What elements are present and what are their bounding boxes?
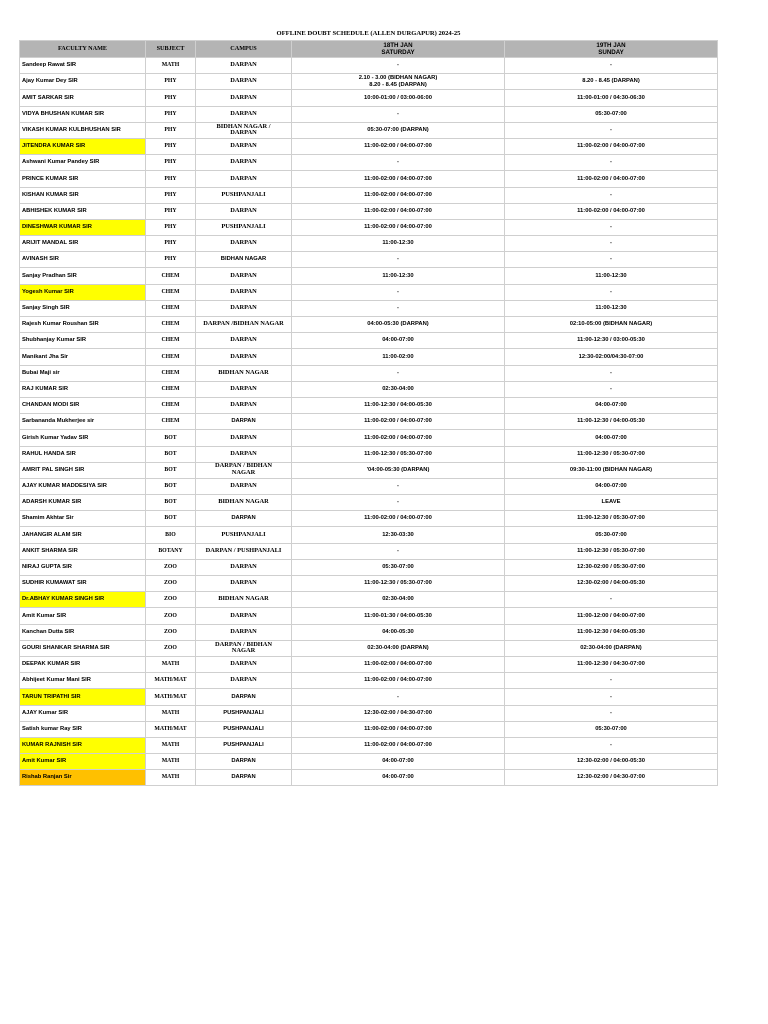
subject-cell: CHEM — [146, 397, 196, 413]
saturday-slot-cell: 11:00-12:30 — [292, 236, 505, 252]
campus-cell: DARPAN — [196, 446, 292, 462]
faculty-name-cell: AVINASH SIR — [20, 252, 146, 268]
saturday-slot-cell: 10:00-01:00 / 03:00-06:00 — [292, 90, 505, 106]
faculty-name-cell: Rishab Ranjan Sir — [20, 770, 146, 786]
campus-cell: DARPAN — [196, 608, 292, 624]
saturday-slot-cell: 11:00-02:00 — [292, 349, 505, 365]
sunday-slot-cell: 11:00-12:00 / 04:00-07:00 — [505, 608, 718, 624]
sunday-slot-cell: 11:00-12:30 / 04:00-05:30 — [505, 414, 718, 430]
saturday-slot-cell: 04:00-07:00 — [292, 754, 505, 770]
faculty-name-cell: AMIT SARKAR SIR — [20, 90, 146, 106]
sunday-slot-cell: 11:00-12:30 — [505, 268, 718, 284]
saturday-slot-cell: 11:00-12:30 / 05:30-07:00 — [292, 576, 505, 592]
subject-cell: PHY — [146, 138, 196, 154]
subject-cell: BOTANY — [146, 543, 196, 559]
subject-cell: MATH — [146, 656, 196, 672]
faculty-name-cell: Sarbananda Mukherjee sir — [20, 414, 146, 430]
saturday-slot-cell: - — [292, 300, 505, 316]
table-row — [20, 187, 718, 203]
header-day2 — [505, 41, 718, 58]
table-row — [20, 446, 718, 462]
table-row — [20, 754, 718, 770]
faculty-name-cell: Rajesh Kumar Roushan SIR — [20, 317, 146, 333]
table-row — [20, 138, 718, 154]
saturday-slot-cell: 11:00-02:00 / 04:00-07:00 — [292, 656, 505, 672]
sunday-slot-cell: - — [505, 737, 718, 753]
table-row — [20, 478, 718, 494]
saturday-slot-cell: - — [292, 689, 505, 705]
saturday-slot-cell: 2.10 - 3.00 (BIDHAN NAGAR) 8.20 - 8.45 (DARPAN) — [292, 74, 505, 90]
table-row — [20, 705, 718, 721]
campus-cell: DARPAN — [196, 155, 292, 171]
table-row — [20, 689, 718, 705]
sunday-slot-cell: - — [505, 365, 718, 381]
faculty-name-cell: Ajay Kumar Dey SIR — [20, 74, 146, 90]
sunday-slot-cell: 11:00-12:30 / 04:30-07:00 — [505, 656, 718, 672]
table-row — [20, 737, 718, 753]
campus-cell: DARPAN — [196, 333, 292, 349]
sunday-slot-cell: - — [505, 284, 718, 300]
table-row — [20, 414, 718, 430]
header-day1-name: SATURDAY — [381, 49, 415, 56]
subject-cell: ZOO — [146, 592, 196, 608]
saturday-slot-cell: 11:00-02:00 / 04:00-07:00 — [292, 187, 505, 203]
saturday-slot-cell: 02:30-04:00 (DARPAN) — [292, 640, 505, 656]
saturday-slot-cell: 05:30-07:00 — [292, 559, 505, 575]
subject-cell: ZOO — [146, 559, 196, 575]
table-row — [20, 511, 718, 527]
campus-cell: BIDHAN NAGAR — [196, 252, 292, 268]
table-row — [20, 543, 718, 559]
subject-cell: CHEM — [146, 365, 196, 381]
campus-cell: PUSHPANJALI — [196, 737, 292, 753]
subject-cell: MATH/MAT — [146, 721, 196, 737]
saturday-slot-cell: 11:00-02:00 / 04:00-07:00 — [292, 414, 505, 430]
campus-cell: DARPAN — [196, 300, 292, 316]
faculty-name-cell: AJAY KUMAR MADDESIYA SIR — [20, 478, 146, 494]
subject-cell: PHY — [146, 171, 196, 187]
faculty-name-cell: TARUN TRIPATHI SIR — [20, 689, 146, 705]
saturday-slot-cell: 05:30-07:00 (DARPAN) — [292, 122, 505, 138]
faculty-name-cell: PRINCE KUMAR SIR — [20, 171, 146, 187]
table-row — [20, 381, 718, 397]
saturday-slot-cell: 12:30-03:30 — [292, 527, 505, 543]
table-row — [20, 74, 718, 90]
sunday-slot-cell: 12:30-02:00 / 05:30-07:00 — [505, 559, 718, 575]
saturday-slot-cell: 11:00-02:00 / 04:00-07:00 — [292, 511, 505, 527]
campus-cell: DARPAN / PUSHPANJALI — [196, 543, 292, 559]
table-row — [20, 721, 718, 737]
header-day2-name: SUNDAY — [598, 49, 624, 56]
subject-cell: ZOO — [146, 608, 196, 624]
sunday-slot-cell: 04:00-07:00 — [505, 397, 718, 413]
faculty-name-cell: KISHAN KUMAR SIR — [20, 187, 146, 203]
subject-cell: MATH/MAT — [146, 673, 196, 689]
table-row — [20, 122, 718, 138]
saturday-slot-cell: 11:00-12:30 / 04:00-05:30 — [292, 397, 505, 413]
campus-cell: DARPAN / BIDHAN NAGAR — [196, 640, 292, 656]
table-row — [20, 236, 718, 252]
campus-cell: BIDHAN NAGAR / DARPAN — [196, 122, 292, 138]
subject-cell: MATH — [146, 737, 196, 753]
campus-cell: DARPAN /BIDHAN NAGAR — [196, 317, 292, 333]
sunday-slot-cell: 8.20 - 8.45 (DARPAN) — [505, 74, 718, 90]
campus-cell: DARPAN — [196, 656, 292, 672]
faculty-name-cell: Sanjay Singh SIR — [20, 300, 146, 316]
faculty-name-cell: ANKIT SHARMA SIR — [20, 543, 146, 559]
campus-cell: DARPAN — [196, 559, 292, 575]
sunday-slot-cell: 11:00-02:00 / 04:00-07:00 — [505, 171, 718, 187]
faculty-name-cell: Manikant Jha Sir — [20, 349, 146, 365]
table-row — [20, 90, 718, 106]
sunday-slot-cell: - — [505, 381, 718, 397]
sunday-slot-cell: 11:00-12:30 — [505, 300, 718, 316]
faculty-name-cell: VIDYA BHUSHAN KUMAR SIR — [20, 106, 146, 122]
faculty-name-cell: Sanjay Pradhan SIR — [20, 268, 146, 284]
saturday-slot-cell: - — [292, 106, 505, 122]
campus-cell: DARPAN — [196, 381, 292, 397]
sunday-slot-cell: - — [505, 252, 718, 268]
table-row — [20, 203, 718, 219]
faculty-name-cell: RAHUL HANDA SIR — [20, 446, 146, 462]
sunday-slot-cell: - — [505, 155, 718, 171]
saturday-slot-cell: 02:30-04:00 — [292, 592, 505, 608]
subject-cell: PHY — [146, 74, 196, 90]
sunday-slot-cell: - — [505, 673, 718, 689]
faculty-name-cell: VIKASH KUMAR KULBHUSHAN SIR — [20, 122, 146, 138]
saturday-slot-cell: 04:00-05:30 (DARPAN) — [292, 317, 505, 333]
subject-cell: ZOO — [146, 576, 196, 592]
campus-cell: BIDHAN NAGAR — [196, 592, 292, 608]
campus-cell: DARPAN — [196, 349, 292, 365]
table-row — [20, 770, 718, 786]
subject-cell: CHEM — [146, 284, 196, 300]
subject-cell: CHEM — [146, 317, 196, 333]
faculty-name-cell: SUDHIR KUMAWAT SIR — [20, 576, 146, 592]
sunday-slot-cell: - — [505, 187, 718, 203]
faculty-name-cell: Kanchan Dutta SIR — [20, 624, 146, 640]
sunday-slot-cell: 11:00-12:30 / 05:30-07:00 — [505, 446, 718, 462]
campus-cell: DARPAN — [196, 397, 292, 413]
table-row — [20, 527, 718, 543]
table-row — [20, 495, 718, 511]
saturday-slot-cell: 11:00-12:30 — [292, 268, 505, 284]
faculty-name-cell: Yogesh Kumar SIR — [20, 284, 146, 300]
subject-cell: MATH — [146, 770, 196, 786]
saturday-slot-cell: 11:00-02:00 / 04:00-07:00 — [292, 219, 505, 235]
saturday-slot-cell: 11:00-02:00 / 04:00-07:00 — [292, 171, 505, 187]
campus-cell: DARPAN / BIDHAN NAGAR — [196, 462, 292, 478]
table-row — [20, 624, 718, 640]
saturday-slot-cell: - — [292, 543, 505, 559]
sunday-slot-cell: 09:30-11:00 (BIDHAN NAGAR) — [505, 462, 718, 478]
table-row — [20, 300, 718, 316]
campus-cell: DARPAN — [196, 430, 292, 446]
subject-cell: MATH — [146, 58, 196, 74]
sunday-slot-cell: - — [505, 705, 718, 721]
schedule-rows — [20, 58, 718, 786]
campus-cell: PUSHPANJALI — [196, 219, 292, 235]
subject-cell: PHY — [146, 252, 196, 268]
faculty-name-cell: Shamim Akhtar Sir — [20, 511, 146, 527]
sunday-slot-cell: 12:30-02:00/04:30-07:00 — [505, 349, 718, 365]
saturday-slot-cell: 04:00-07:00 — [292, 770, 505, 786]
sunday-slot-cell: 11:00-02:00 / 04:00-07:00 — [505, 138, 718, 154]
table-row — [20, 576, 718, 592]
saturday-slot-cell: 04:00-07:00 — [292, 333, 505, 349]
table-row — [20, 559, 718, 575]
sunday-slot-cell: 05:30-07:00 — [505, 106, 718, 122]
table-row — [20, 430, 718, 446]
faculty-name-cell: ADARSH KUMAR SIR — [20, 495, 146, 511]
faculty-name-cell: ABHISHEK KUMAR SIR — [20, 203, 146, 219]
campus-cell: BIDHAN NAGAR — [196, 365, 292, 381]
sunday-slot-cell: 11:00-12:30 / 03:00-05:30 — [505, 333, 718, 349]
sunday-slot-cell: 11:00-12:30 / 05:30-07:00 — [505, 543, 718, 559]
campus-cell: PUSHPANJALI — [196, 721, 292, 737]
subject-cell: CHEM — [146, 381, 196, 397]
subject-cell: PHY — [146, 90, 196, 106]
faculty-name-cell: JAHANGIR ALAM SIR — [20, 527, 146, 543]
faculty-name-cell: KUMAR RAJNISH SIR — [20, 737, 146, 753]
faculty-name-cell: Amit Kumar SIR — [20, 754, 146, 770]
campus-cell: DARPAN — [196, 770, 292, 786]
campus-cell: DARPAN — [196, 106, 292, 122]
saturday-slot-cell: 11:00-02:00 / 04:00-07:00 — [292, 203, 505, 219]
campus-cell: DARPAN — [196, 138, 292, 154]
campus-cell: DARPAN — [196, 754, 292, 770]
faculty-name-cell: Abhijeet Kumar Mani SIR — [20, 673, 146, 689]
header-campus: CAMPUS — [196, 41, 292, 58]
table-row — [20, 268, 718, 284]
saturday-slot-cell: 02:30-04:00 — [292, 381, 505, 397]
header-day2-date: 19TH JAN — [596, 41, 626, 49]
table-row — [20, 333, 718, 349]
faculty-name-cell: Dr.ABHAY KUMAR SINGH SIR — [20, 592, 146, 608]
subject-cell: CHEM — [146, 333, 196, 349]
page-title: OFFLINE DOUBT SCHEDULE (ALLEN DURGAPUR) 2024-25 — [20, 26, 718, 41]
sunday-slot-cell: - — [505, 689, 718, 705]
subject-cell: CHEM — [146, 414, 196, 430]
sunday-slot-cell: 12:30-02:00 / 04:00-05:30 — [505, 754, 718, 770]
campus-cell: DARPAN — [196, 74, 292, 90]
subject-cell: ZOO — [146, 640, 196, 656]
table-row — [20, 365, 718, 381]
saturday-slot-cell: - — [292, 252, 505, 268]
schedule-sheet — [19, 26, 717, 786]
subject-cell: CHEM — [146, 349, 196, 365]
sunday-slot-cell: LEAVE — [505, 495, 718, 511]
faculty-name-cell: AMRIT PAL SINGH SIR — [20, 462, 146, 478]
faculty-name-cell: RAJ KUMAR SIR — [20, 381, 146, 397]
subject-cell: BIO — [146, 527, 196, 543]
sunday-slot-cell: - — [505, 58, 718, 74]
sunday-slot-cell: 04:00-07:00 — [505, 430, 718, 446]
schedule-table — [19, 26, 718, 786]
campus-cell: DARPAN — [196, 689, 292, 705]
table-row — [20, 656, 718, 672]
faculty-name-cell: Amit Kumar SIR — [20, 608, 146, 624]
table-row — [20, 673, 718, 689]
faculty-name-cell: Sandeep Rawat SIR — [20, 58, 146, 74]
table-row — [20, 317, 718, 333]
table-row — [20, 171, 718, 187]
saturday-slot-cell: 11:00-02:00 / 04:00-07:00 — [292, 673, 505, 689]
header-subject: SUBJECT — [146, 41, 196, 58]
saturday-slot-cell: - — [292, 365, 505, 381]
saturday-slot-cell: - — [292, 495, 505, 511]
sunday-slot-cell: 11:00-12:30 / 04:00-05:30 — [505, 624, 718, 640]
subject-cell: BOT — [146, 430, 196, 446]
saturday-slot-cell: 11:00-12:30 / 05:30-07:00 — [292, 446, 505, 462]
table-row — [20, 462, 718, 478]
subject-cell: BOT — [146, 478, 196, 494]
sunday-slot-cell: 11:00-12:30 / 05:30-07:00 — [505, 511, 718, 527]
saturday-slot-cell: - — [292, 284, 505, 300]
campus-cell: DARPAN — [196, 58, 292, 74]
campus-cell: DARPAN — [196, 236, 292, 252]
faculty-name-cell: Shubhanjay Kumar SIR — [20, 333, 146, 349]
faculty-name-cell: ARIJIT MANDAL SIR — [20, 236, 146, 252]
faculty-name-cell: Bubai Maji sir — [20, 365, 146, 381]
table-row — [20, 592, 718, 608]
table-row — [20, 608, 718, 624]
subject-cell: PHY — [146, 203, 196, 219]
subject-cell: BOT — [146, 511, 196, 527]
sunday-slot-cell: 05:30-07:00 — [505, 527, 718, 543]
subject-cell: PHY — [146, 122, 196, 138]
table-row — [20, 155, 718, 171]
saturday-slot-cell: 11:00-02:00 / 04:00-07:00 — [292, 737, 505, 753]
table-row — [20, 106, 718, 122]
subject-cell: MATH — [146, 705, 196, 721]
campus-cell: DARPAN — [196, 284, 292, 300]
campus-cell: DARPAN — [196, 624, 292, 640]
sunday-slot-cell: - — [505, 236, 718, 252]
subject-cell: PHY — [146, 187, 196, 203]
subject-cell: MATH/MAT — [146, 689, 196, 705]
campus-cell: DARPAN — [196, 576, 292, 592]
saturday-slot-cell: 11:00-02:00 / 04:00-07:00 — [292, 138, 505, 154]
subject-cell: CHEM — [146, 268, 196, 284]
subject-cell: PHY — [146, 106, 196, 122]
faculty-name-cell: Girish Kumar Yadav SIR — [20, 430, 146, 446]
faculty-name-cell: AJAY Kumar SIR — [20, 705, 146, 721]
sunday-slot-cell: 05:30-07:00 — [505, 721, 718, 737]
sunday-slot-cell: - — [505, 219, 718, 235]
faculty-name-cell: DINESHWAR KUMAR SIR — [20, 219, 146, 235]
table-row — [20, 219, 718, 235]
header-day1-date: 18TH JAN — [383, 41, 413, 49]
sunday-slot-cell: 02:10-05:00 (BIDHAN NAGAR) — [505, 317, 718, 333]
table-row — [20, 58, 718, 74]
campus-cell: PUSHPANJALI — [196, 705, 292, 721]
campus-cell: DARPAN — [196, 171, 292, 187]
subject-cell: MATH — [146, 754, 196, 770]
faculty-name-cell: GOURI SHANKAR SHARMA SIR — [20, 640, 146, 656]
faculty-name-cell: DEEPAK KUMAR SIR — [20, 656, 146, 672]
subject-cell: CHEM — [146, 300, 196, 316]
sunday-slot-cell: - — [505, 122, 718, 138]
campus-cell: PUSHPANJALI — [196, 187, 292, 203]
sunday-slot-cell: 12:30-02:00 / 04:00-05:30 — [505, 576, 718, 592]
saturday-slot-cell: 04:00-05:30 — [292, 624, 505, 640]
saturday-slot-cell: 11:00-01:30 / 04:00-05:30 — [292, 608, 505, 624]
saturday-slot-cell: '04:00-05:30 (DARPAN) — [292, 462, 505, 478]
campus-cell: DARPAN — [196, 90, 292, 106]
subject-cell: PHY — [146, 236, 196, 252]
campus-cell: DARPAN — [196, 673, 292, 689]
subject-cell: BOT — [146, 495, 196, 511]
campus-cell: DARPAN — [196, 478, 292, 494]
table-row — [20, 397, 718, 413]
campus-cell: DARPAN — [196, 268, 292, 284]
subject-cell: ZOO — [146, 624, 196, 640]
saturday-slot-cell: 11:00-02:00 / 04:00-07:00 — [292, 430, 505, 446]
sunday-slot-cell: - — [505, 592, 718, 608]
sunday-slot-cell: 11:00-01:00 / 04:30-06:30 — [505, 90, 718, 106]
saturday-slot-cell: 12:30-02:00 / 04:30-07:00 — [292, 705, 505, 721]
subject-cell: PHY — [146, 155, 196, 171]
subject-cell: BOT — [146, 446, 196, 462]
table-row — [20, 252, 718, 268]
table-row — [20, 349, 718, 365]
header-faculty-name: FACULTY NAME — [20, 41, 146, 58]
campus-cell: BIDHAN NAGAR — [196, 495, 292, 511]
campus-cell: DARPAN — [196, 414, 292, 430]
header-day1 — [292, 41, 505, 58]
table-row — [20, 284, 718, 300]
campus-cell: DARPAN — [196, 203, 292, 219]
sunday-slot-cell: 04:00-07:00 — [505, 478, 718, 494]
faculty-name-cell: CHANDAN MODI SIR — [20, 397, 146, 413]
saturday-slot-cell: - — [292, 478, 505, 494]
faculty-name-cell: NIRAJ GUPTA SIR — [20, 559, 146, 575]
saturday-slot-cell: 11:00-02:00 / 04:00-07:00 — [292, 721, 505, 737]
saturday-slot-cell: - — [292, 58, 505, 74]
saturday-slot-cell: - — [292, 155, 505, 171]
faculty-name-cell: Satish kumar Ray SIR — [20, 721, 146, 737]
subject-cell: PHY — [146, 219, 196, 235]
sunday-slot-cell: 12:30-02:00 / 04:30-07:00 — [505, 770, 718, 786]
sunday-slot-cell: 02:30-04:00 (DARPAN) — [505, 640, 718, 656]
subject-cell: BOT — [146, 462, 196, 478]
campus-cell: DARPAN — [196, 511, 292, 527]
table-row — [20, 640, 718, 656]
sunday-slot-cell: 11:00-02:00 / 04:00-07:00 — [505, 203, 718, 219]
faculty-name-cell: Ashwani Kumar Pandey SIR — [20, 155, 146, 171]
faculty-name-cell: JITENDRA KUMAR SIR — [20, 138, 146, 154]
campus-cell: PUSHPANJALI — [196, 527, 292, 543]
